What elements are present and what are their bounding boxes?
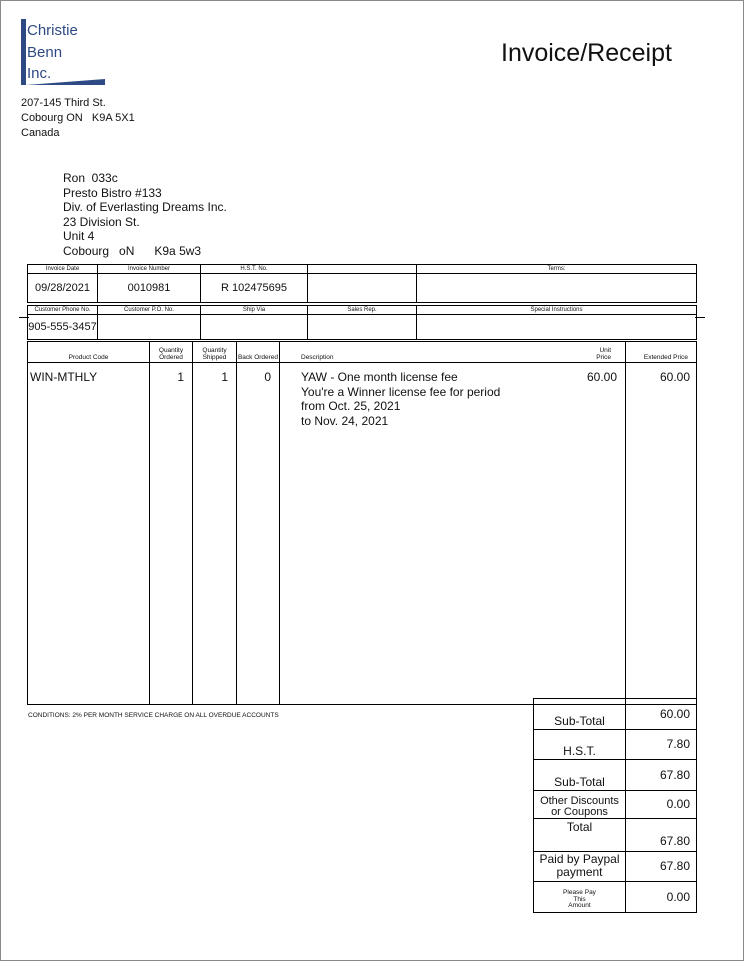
company-logo [21, 19, 107, 89]
hst-amount: 7.80 [626, 729, 697, 760]
column-header-unit-price: Unit Price [596, 347, 611, 361]
item-description-line: to Nov. 24, 2021 [301, 413, 389, 428]
item-back-ordered: 0 [237, 363, 280, 705]
document-title: Invoice/Receipt [501, 39, 672, 67]
subtotal-after-tax-amount: 67.80 [626, 760, 697, 791]
total-label: Total [534, 819, 626, 852]
invoice-number-label: Invoice Number [98, 265, 201, 274]
column-header-extended-price: Extended Price [626, 342, 697, 363]
sales-rep-value [308, 315, 417, 340]
item-extended-price: 60.00 [626, 363, 697, 705]
subtotal-label: Sub-Total [534, 699, 626, 730]
totals-row [534, 699, 697, 730]
totals-row [534, 882, 697, 913]
customer-address [63, 171, 227, 258]
paid-by-amount: 67.80 [626, 851, 697, 882]
blank-label [308, 265, 417, 274]
line-items-table [27, 341, 697, 705]
totals-table [533, 698, 697, 913]
invoice-date-value: 09/28/2021 [28, 274, 98, 303]
special-instructions-value [417, 315, 697, 340]
please-pay-cell [534, 882, 626, 913]
logo-line-2: Benn [27, 44, 63, 61]
logo-line-3: Inc. [27, 65, 52, 82]
column-header-qty-ordered: Quantity Ordered [150, 342, 193, 363]
customer-division: Div. of Everlasting Dreams Inc. [63, 200, 227, 214]
table-row [28, 363, 697, 705]
company-address-line: Cobourg ON K9A 5X1 [21, 112, 135, 124]
terms-value [417, 274, 697, 303]
item-product-code: WIN-MTHLY [28, 363, 150, 705]
paid-by-label: Paid by Paypal payment [534, 851, 626, 882]
terms-label: Terms: [417, 265, 697, 274]
column-header-description-price [280, 342, 626, 363]
company-address-line: Canada [21, 127, 60, 139]
item-qty-ordered: 1 [150, 363, 193, 705]
hst-label: H.S.T. [534, 729, 626, 760]
totals-row [534, 760, 697, 791]
customer-phone-label: Customer Phone No. [28, 306, 98, 315]
company-address [21, 96, 135, 141]
blank-value [308, 274, 417, 303]
please-pay-amount: 0.00 [626, 882, 697, 913]
customer-info-table [27, 305, 697, 340]
customer-po-value [98, 315, 201, 340]
customer-po-label: Customer P.O. No. [98, 306, 201, 315]
column-header-qty-shipped: Quantity Shipped [193, 342, 237, 363]
payment-conditions: CONDITIONS: 2% PER MONTH SERVICE CHARGE ON ALL OVERDUE ACCOUNTS [28, 712, 279, 719]
customer-name: Ron 033c [63, 171, 118, 185]
column-header-description: Description [301, 354, 334, 361]
item-description-line: from Oct. 25, 2021 [301, 399, 401, 413]
totals-row [534, 790, 697, 819]
item-description-line: You're a Winner license fee for period [301, 384, 501, 399]
totals-row [534, 819, 697, 852]
item-qty-shipped: 1 [193, 363, 237, 705]
invoice-number-value: 0010981 [98, 274, 201, 303]
customer-city: Cobourg oN K9a 5w3 [63, 243, 202, 258]
sales-rep-label: Sales Rep. [308, 306, 417, 315]
company-address-line: 207-145 Third St. [21, 97, 106, 109]
totals-row [534, 729, 697, 760]
customer-unit: Unit 4 [63, 229, 95, 243]
customer-street: 23 Division St. [63, 214, 140, 229]
item-description-line: YAW - One month license fee [301, 370, 458, 384]
ship-via-value [201, 315, 308, 340]
please-pay-label: Please Pay This Amount [563, 889, 596, 909]
customer-phone-value: 905-555-3457 [28, 315, 98, 340]
column-header-back-ordered: Back Ordered [237, 342, 280, 363]
logo-line-1: Christie [27, 22, 78, 39]
subtotal-after-tax-label: Sub-Total [534, 760, 626, 791]
discounts-amount: 0.00 [626, 790, 697, 819]
special-instructions-label: Special Instructions [417, 306, 697, 315]
discounts-label: Other Discounts or Coupons [534, 790, 626, 819]
total-amount: 67.80 [626, 819, 697, 852]
column-header-product-code: Product Code [28, 342, 150, 363]
subtotal-amount: 60.00 [626, 699, 697, 730]
invoice-date-label: Invoice Date [28, 265, 98, 274]
item-unit-price: 60.00 [586, 370, 617, 384]
ship-via-label: Ship Via [201, 306, 308, 315]
hst-number-value: R 102475695 [201, 274, 308, 303]
invoice-header-table [27, 264, 697, 303]
hst-number-label: H.S.T. No. [201, 265, 308, 274]
totals-row [534, 851, 697, 882]
customer-business: Presto Bistro #133 [63, 185, 162, 200]
item-description-cell [280, 363, 626, 705]
